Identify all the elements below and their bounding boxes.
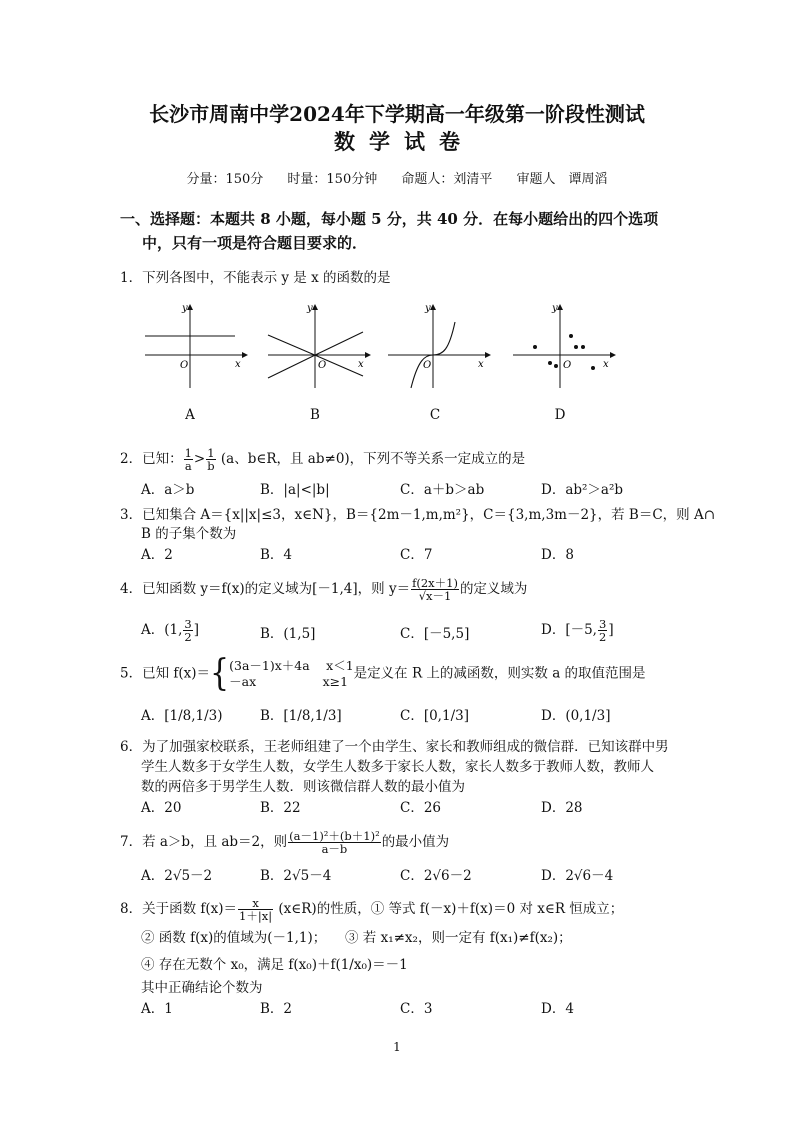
graph-c-label: C (429, 407, 441, 423)
q3-option-c[interactable]: C．7 (400, 547, 433, 563)
graph-a-origin-label: O (180, 360, 189, 371)
graph-d-point (569, 334, 573, 338)
graph-d-origin-label: O (563, 360, 572, 371)
graph-d (508, 300, 618, 390)
graph-b-x-label: x (358, 359, 364, 370)
q7-option-a[interactable]: A．2√5－2 (141, 868, 213, 884)
question-1-stem: 1．下列各图中，不能表示 y 是 x 的函数的是 (120, 270, 391, 286)
graph-d-point (533, 345, 537, 349)
page-subtitle: 数学试卷 (334, 129, 474, 154)
q6-option-a[interactable]: A．20 (141, 800, 182, 816)
question-8-line2a: ② 函数 f(x)的值域为(－1,1)； (141, 930, 327, 946)
question-8-line3: ④ 存在无数个 x₀，满足 f(x₀)＋f(1/x₀)＝－1 (141, 957, 408, 973)
question-7-stem: 7．若 a＞b，且 ab＝2，则 $\frac{\text{(a－1)²＋(b＋1)²}}{a-b}$ 的最小值为 (120, 829, 450, 856)
q7-option-d[interactable]: D．2√6－4 (541, 868, 614, 884)
graph-d-point (591, 366, 595, 370)
exam-meta (0, 168, 794, 187)
q8-option-c[interactable]: C．3 (400, 1001, 433, 1017)
question-8-line2b: ③ 若 x₁≠x₂，则一定有 f(x₁)≠f(x₂)； (345, 930, 572, 946)
score-info: 分量：150分 (186, 172, 264, 187)
q2-option-a[interactable]: A．a＞b (141, 482, 195, 498)
graph-a (140, 300, 250, 390)
q7-option-b[interactable]: B．2√5－4 (260, 868, 332, 884)
question-8-line4: 其中正确结论个数为 (141, 980, 263, 996)
q8-option-a[interactable]: A．1 (141, 1001, 173, 1017)
graph-d-x-label: x (603, 359, 609, 370)
graph-d-label: D (554, 407, 566, 423)
q8-option-b[interactable]: B．2 (260, 1001, 293, 1017)
reviewer-info: 审题人 谭周滔 (516, 172, 608, 187)
q2-option-c[interactable]: C．a＋b＞ab (400, 482, 485, 498)
graph-a-x-arrow (242, 352, 248, 358)
q4-option-b[interactable]: B．(1,5] (260, 626, 316, 642)
page-title: 长沙市周南中学2024年下学期高一年级第一阶段性测试 (149, 102, 645, 126)
time-info: 时量：150分钟 (287, 172, 378, 187)
q5-option-d[interactable]: D．(0,1/3] (541, 708, 611, 724)
graph-c-x-label: x (478, 359, 484, 370)
section-heading-line2: 中，只有一项是符合题目要求的． (142, 234, 368, 252)
question-2-stem: 2．已知： $\frac{1}{a}$ > $\frac{1}{b}$ (a、b∈R，且 ab≠0)，下列不等关系一定成立的是 (120, 446, 526, 473)
author-info: 命题人：刘清平 (401, 172, 493, 187)
graph-c-y-label: y (425, 303, 431, 314)
graph-a-label: A (185, 407, 195, 423)
q8-option-d[interactable]: D．4 (541, 1001, 574, 1017)
q6-option-c[interactable]: C．26 (400, 800, 442, 816)
question-8-stem: 8．关于函数 f(x)＝ $\frac{x}{1+|x|}$ (x∈R)的性质，① 等式 f(－x)＋f(x)＝0 对 x∈R 恒成立； (120, 896, 624, 923)
graph-d-point (548, 361, 552, 365)
graph-a-y-label: y (182, 303, 188, 314)
graph-b-y-label: y (307, 303, 313, 314)
q3-option-a[interactable]: A．2 (141, 547, 173, 563)
q6-option-d[interactable]: D．28 (541, 800, 583, 816)
question-6-line3: 数的两倍多于男学生人数．则该微信群人数的最小值为 (141, 779, 465, 795)
q5-option-b[interactable]: B．[1/8,1/3] (260, 708, 342, 724)
graph-b-label: B (310, 407, 320, 423)
q7-option-c[interactable]: C．2√6－2 (400, 868, 472, 884)
graph-d-point (554, 364, 558, 368)
graph-d-y-label: y (552, 303, 558, 314)
q4-option-c[interactable]: C．[－5,5] (400, 626, 470, 642)
question-6-line1: 6．为了加强家校联系，王老师组建了一个由学生、家长和教师组成的微信群．已知该群中男 (120, 739, 669, 755)
question-6-line2: 学生人数多于女学生人数，女学生人数多于家长人数，家长人数多于教师人数，教师人 (141, 759, 654, 775)
page-number: 1 (393, 1040, 401, 1054)
q4-option-d[interactable]: D．[－5, $\frac{3}{2}$ ] (541, 617, 614, 644)
graph-a-y-arrow (187, 304, 193, 310)
question-4-stem: 4．已知函数 y＝f(x)的定义域为[－1,4]，则 y＝ $\frac{f(2x+1)}{√x-1}$ 的定义域为 (120, 576, 528, 603)
graph-c-origin-label: O (423, 360, 432, 371)
graph-b (263, 300, 373, 390)
graph-c (383, 300, 493, 390)
q6-option-b[interactable]: B．22 (260, 800, 301, 816)
graph-d-point (574, 345, 578, 349)
graph-b-origin-label: O (318, 360, 327, 371)
q3-option-b[interactable]: B．4 (260, 547, 293, 563)
q5-option-a[interactable]: A．[1/8,1/3) (141, 708, 223, 724)
q4-option-a[interactable]: A．(1, $\frac{3}{2}$ ] (141, 617, 200, 644)
q5-option-c[interactable]: C．[0,1/3] (400, 708, 469, 724)
graph-a-x-label: x (235, 359, 241, 370)
q2-option-d[interactable]: D．ab²＞a²b (541, 482, 624, 498)
q3-option-d[interactable]: D．8 (541, 547, 574, 563)
question-3-line1: 3．已知集合 A＝{x||x|≤3，x∈N}，B＝{2m－1,m,m²}，C＝{3,m,3m－2}，若 B＝C，则 A∩ (120, 507, 716, 523)
section-heading-line1: 一、选择题：本题共 8 小题，每小题 5 分，共 40 分．在每小题给出的四个选项 (120, 210, 659, 228)
question-3-line2: B 的子集个数为 (141, 526, 237, 542)
graph-d-point (581, 345, 585, 349)
question-5-stem: 5．已知 f(x)＝{ (3a－1)x＋4a x＜1 －ax x≥1 是定义在 R 上的减函数，则实数 a 的取值范围是 (120, 652, 646, 695)
q2-option-b[interactable]: B．|a|<|b| (260, 482, 330, 498)
